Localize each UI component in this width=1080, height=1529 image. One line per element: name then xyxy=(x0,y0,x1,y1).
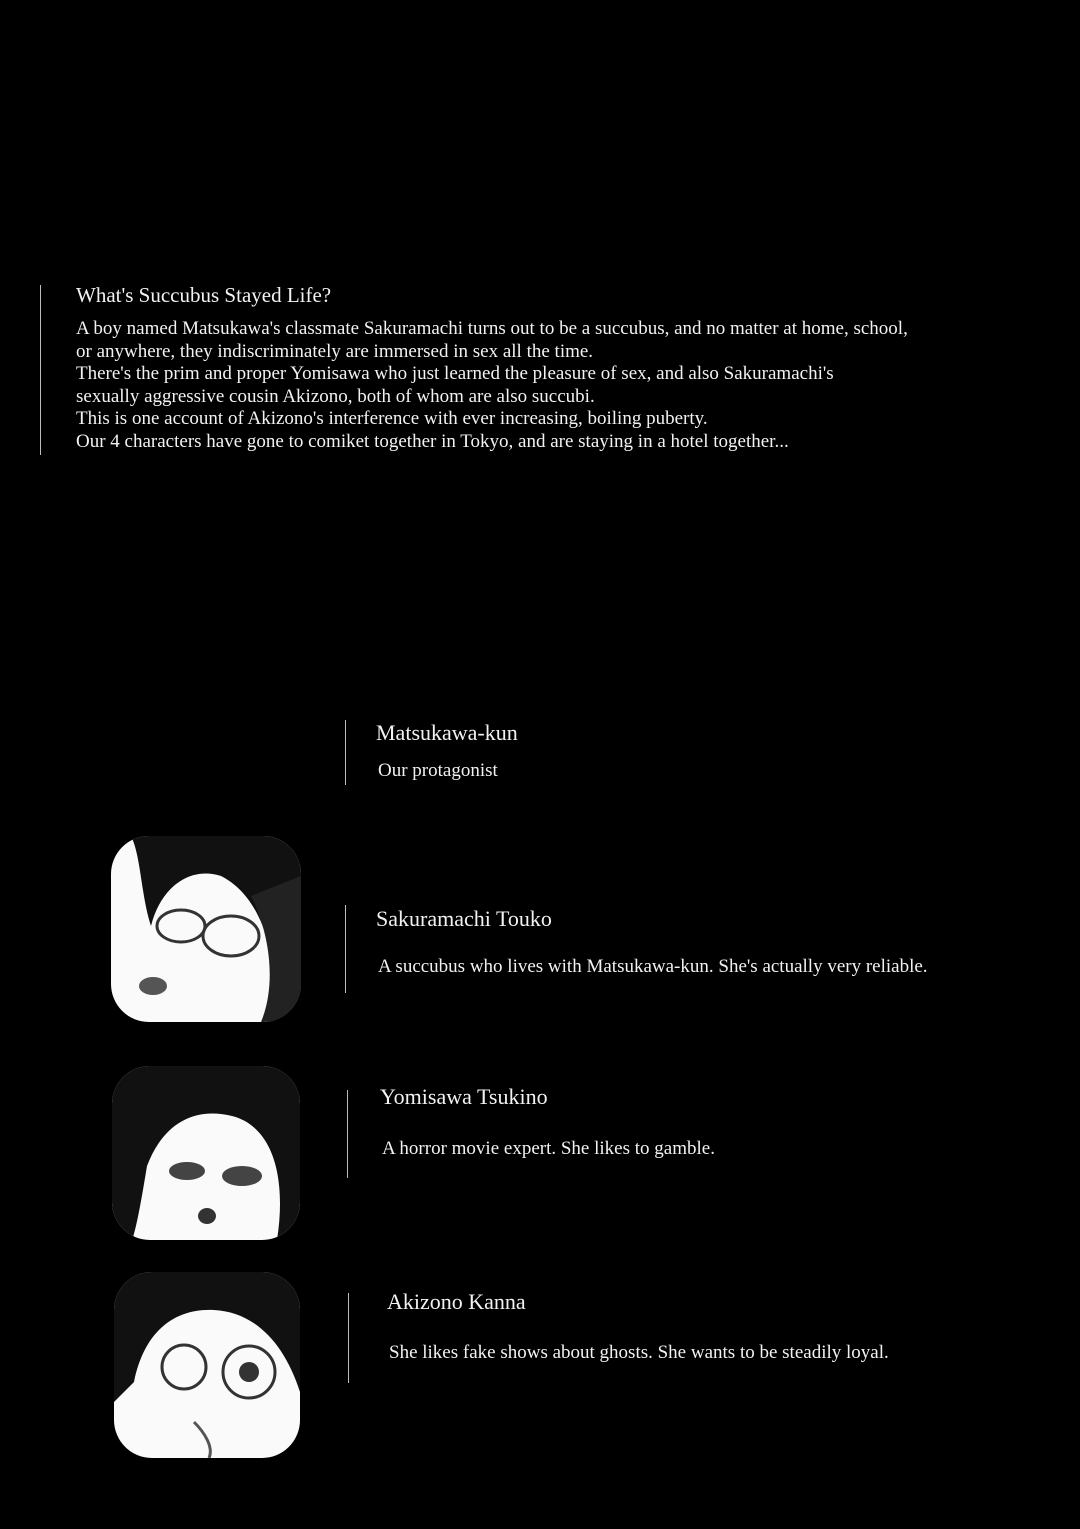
intro-title: What's Succubus Stayed Life? xyxy=(76,283,332,307)
character-description: A succubus who lives with Matsukawa-kun. She's actually very reliable. xyxy=(378,956,928,977)
character-divider xyxy=(348,1293,349,1383)
intro-divider xyxy=(40,285,41,455)
intro-line: or anywhere, they indiscriminately are immersed in sex all the time. xyxy=(76,340,594,362)
intro-line: Our 4 characters have gone to comiket together in Tokyo, and are staying in a hotel together... xyxy=(76,430,789,452)
portrait-yomisawa xyxy=(112,1066,300,1240)
character-name: Akizono Kanna xyxy=(387,1289,526,1314)
character-name: Sakuramachi Touko xyxy=(376,906,552,931)
character-description: A horror movie expert. She likes to gamble. xyxy=(382,1138,715,1159)
character-description: She likes fake shows about ghosts. She wants to be steadily loyal. xyxy=(389,1342,889,1363)
character-divider xyxy=(345,905,346,993)
intro-line: This is one account of Akizono's interference with ever increasing, boiling puberty. xyxy=(76,408,708,429)
intro-line: A boy named Matsukawa's classmate Sakuramachi turns out to be a succubus, and no matter at home, school, xyxy=(76,318,908,339)
intro-line: There's the prim and proper Yomisawa who just learned the pleasure of sex, and also Sakuramachi's xyxy=(76,363,834,384)
character-divider xyxy=(347,1090,348,1178)
portrait-akizono xyxy=(114,1272,300,1458)
portrait-sakuramachi xyxy=(111,836,301,1022)
character-name: Matsukawa-kun xyxy=(376,720,518,745)
character-name: Yomisawa Tsukino xyxy=(380,1084,548,1109)
intro-body xyxy=(76,318,908,453)
intro-line: sexually aggressive cousin Akizono, both of whom are also succubi. xyxy=(76,385,595,407)
character-divider xyxy=(345,720,346,785)
character-description: Our protagonist xyxy=(378,760,498,781)
